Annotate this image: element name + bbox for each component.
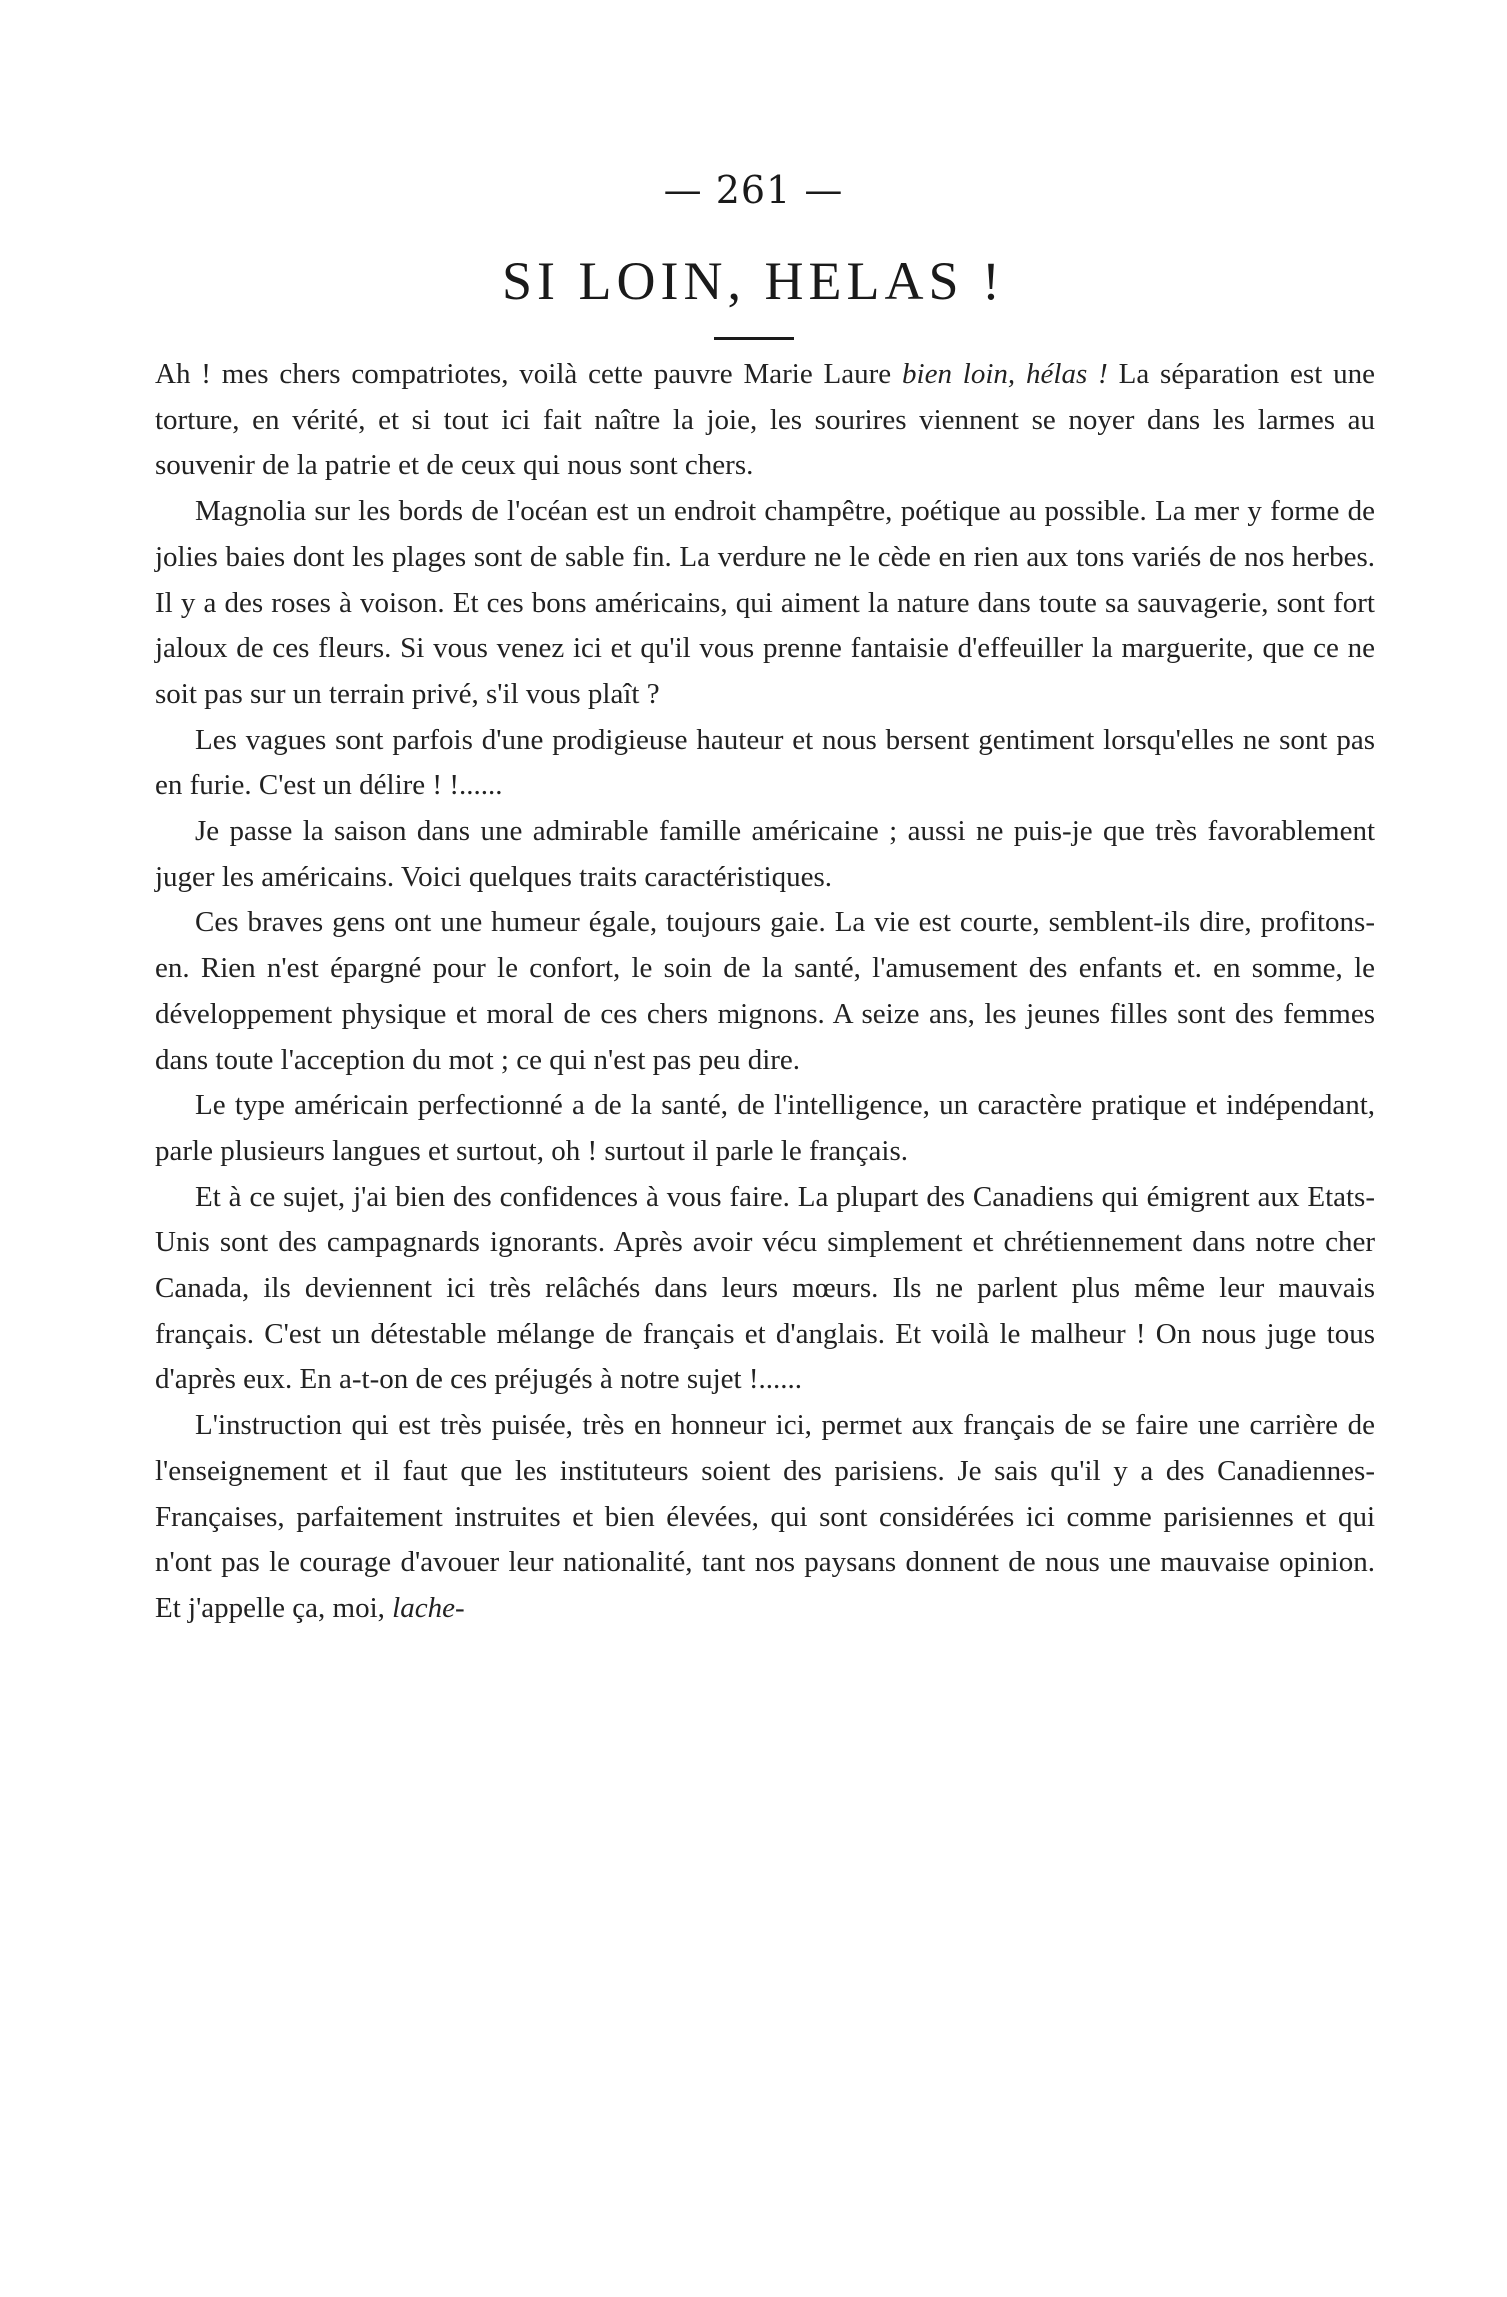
paragraph-text: Ces braves gens ont une humeur égale, toujours gaie. La vie est courte, semblent-ils dire, profitons-en. Rien n'est épargné pour le confort, le soin de la santé, l'amusement des enfants et. en somme, le développement physique et moral de ces chers mignons. A seize ans, les jeunes filles sont des femmes dans toute l'acception du mot ; ce qui n'est pas peu dire. [155,906,1375,1076]
paragraph [155,1175,1375,1404]
paragraph-text: Ah ! mes chers compatriotes, voilà cette pauvre Marie Laure [155,358,903,390]
paragraph [155,1403,1375,1632]
paragraph [155,809,1375,900]
paragraph-italic: lache- [392,1591,465,1624]
paragraph [155,900,1375,1083]
paragraph-text: Je passe la saison dans une admirable famille américaine ; aussi ne puis-je que très favorablement juger les américains. Voici quelques traits caractéristiques. [155,815,1375,893]
page-number: — 261 — [663,168,844,212]
title-rule [714,337,794,340]
paragraph [155,718,1375,809]
paragraph-text: Le type américain perfectionné a de la santé, de l'intelligence, un caractère pratique et indépendant, parle plusieurs langues et surtout, oh ! surtout il parle le français. [155,1089,1375,1167]
paragraph-text: La séparation est une torture, en vérité, et si tout ici fait naître la joie, les sourires viennent se noyer dans les larmes au souvenir de la patrie et de ceux qui nous sont chers. [155,358,1375,482]
paragraph [155,352,1375,489]
paragraph-text: L'instruction qui est très puisée, très en honneur ici, permet aux français de se faire une carrière de l'enseignement et il faut que les instituteurs soient des parisiens. Je sais qu'il y a des Canadiennes-Françaises, parfaitement instruites et bien élevées, qui sont considérées ici comme parisiennes et qui n'ont pas le courage d'avouer leur nationalité, tant nos paysans donnent de nous une mauvaise opinion. Et j'appelle ça, moi, [155,1409,1375,1624]
chapter-title: SI LOIN, HELAS ! [502,251,1005,311]
paragraph [155,489,1375,718]
paragraph-italic: bien loin, hélas ! [902,358,1108,390]
paragraph [155,1083,1375,1174]
paragraph-text: Magnolia sur les bords de l'océan est un endroit champêtre, poétique au possible. La mer y forme de jolies baies dont les plages sont de sable fin. La verdure ne le cède en rien aux tons variés de nos herbes. Il y a des roses à voison. Et ces bons américains, qui aiment la nature dans toute sa sauvagerie, sont fort jaloux de ces fleurs. Si vous venez ici et qu'il vous prenne fantaisie d'effeuiller la marguerite, que ce ne soit pas sur un terrain privé, s'il vous plaît ? [155,495,1375,710]
paragraph-text: Les vagues sont parfois d'une prodigieuse hauteur et nous bersent gentiment lorsqu'elles ne sont pas en furie. C'est un délire ! !...... [155,723,1375,802]
body-text [155,352,1375,1632]
paragraph-text: Et à ce sujet, j'ai bien des confidences à vous faire. La plupart des Canadiens qui émigrent aux Etats-Unis sont des campagnards ignorants. Après avoir vécu simplement et chrétiennement dans notre cher Canada, ils deviennent ici très relâchés dans leurs mœurs. Ils ne parlent plus même leur mauvais français. C'est un détestable mélange de français et d'anglais. Et voilà le malheur ! On nous juge tous d'après eux. En a-t-on de ces préjugés à notre sujet !...... [155,1180,1375,1396]
